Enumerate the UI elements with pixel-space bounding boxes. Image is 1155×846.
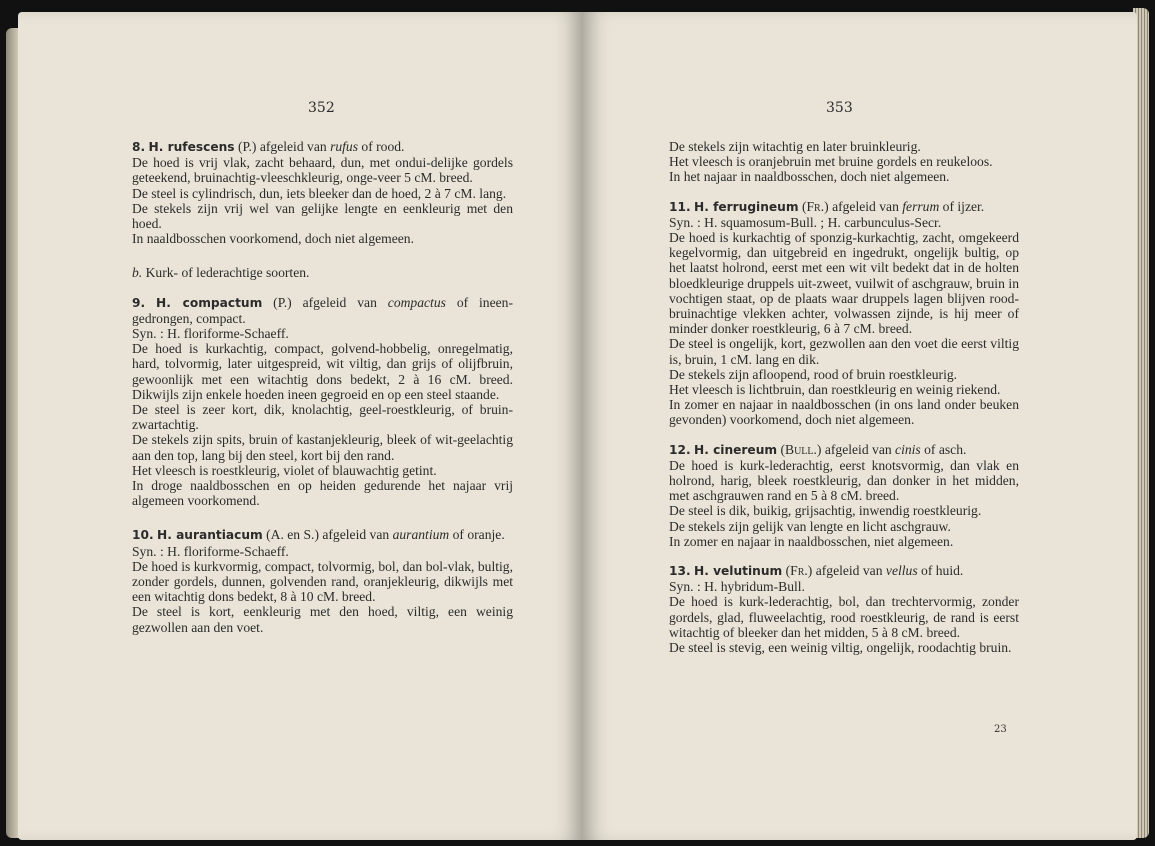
paragraph: De hoed is kurkachtig, compact, golvend-hobbelig, onregelmatig, hard, tolvormig, later uitgespreid, wit viltig, dan grijs of olijfbruin, gewoonlijk met een witachtig dons bedekt, 2 à 16 cM. breed. Dikwijls zijn enkele hoeden ineen gegroeid en op een steel staande. <box>132 341 513 402</box>
paragraph: Syn. : H. floriforme-Schaeff. <box>132 326 289 342</box>
paragraph: De hoed is kurkachtig of sponzig-kurkachtig, zacht, omgekeerd kegelvormig, dan uitgebreid en ingedrukt, ongelijk bultig, op het laatst holrond, eerst met een wit vilt bedekt dat in de holten bloedkleurige druppels uit-zweet, vuilwit of aschgrauw, bruin in vochtigen staat, op de plaats waar druppels lagen blijven rood-bruinachtige vlekken achter, volwassen zijnde, is hij meer of minder donker roestkleurig, 6 à 7 cM. breed. <box>669 230 1019 337</box>
entry-heading: 13. H. velutinum (Fr.) afgeleid van vellus of huid. <box>669 563 964 579</box>
entry-heading: 12. H. cinereum (Bull.) afgeleid van cinis of asch. <box>669 441 967 457</box>
paragraph: In droge naaldbosschen en op heiden gedurende het najaar vrij algemeen voorkomend. <box>132 478 513 509</box>
paragraph: De hoed is kurk-lederachtig, bol, dan trechtervormig, zonder gordels, glad, fluweelachtig, rood roestkleurig, de rand is eerst witachtig of bleeker dan het midden, 5 à 8 cM. breed. <box>669 594 1019 640</box>
paragraph: De steel is zeer kort, dik, knolachtig, geel-roestkleurig, of bruin-zwartachtig. <box>132 402 513 433</box>
paragraph: De stekels zijn witachtig en later bruinkleurig. <box>669 139 921 154</box>
paragraph: In naaldbosschen voorkomend, doch niet algemeen. <box>132 231 414 247</box>
paragraph: De steel is stevig, een weinig viltig, ongelijk, roodachtig bruin. <box>669 640 1012 656</box>
left-page-text <box>132 139 513 635</box>
signature-mark: 23 <box>994 724 1007 735</box>
paragraph: Syn. : H. floriforme-Schaeff. <box>132 543 289 559</box>
paragraph: De hoed is kurkvormig, compact, tolvormig, bol, dan bol-vlak, bultig, zonder gordels, dunnen, golvenden rand, oranjekleurig, dikwijls met een witachtig dons bedekt, 8 à 10 cM. breed. <box>132 558 513 605</box>
paragraph: Syn. : H. hybridum-Bull. <box>669 579 805 595</box>
section-heading: b. Kurk- of lederachtige soorten. <box>132 265 310 281</box>
paragraph: In het najaar in naaldbosschen, doch niet algemeen. <box>669 169 950 185</box>
paragraph: Syn. : H. squamosum-Bull. ; H. carbunculus-Secr. <box>669 214 942 230</box>
paragraph: In zomer en najaar in naaldbosschen (in ons land onder beuken gevonden) voorkomend, doch niet algemeen. <box>669 397 1019 428</box>
right-page <box>582 12 1137 840</box>
left-page <box>18 12 582 840</box>
paragraph: De stekels zijn spits, bruin of kastanjekleurig, bleek of wit-geelachtig aan den top, lang bij den steel, kort bij den rand. <box>132 432 513 463</box>
page-number-left: 352 <box>308 100 335 116</box>
paragraph: De stekels zijn gelijk van lengte en licht aschgrauw. <box>669 518 951 534</box>
entry-heading: 11. H. ferrugineum (Fr.) afgeleid van ferrum of ijzer. <box>669 198 985 214</box>
paragraph: Het vleesch is lichtbruin, dan roestkleurig en weinig riekend. <box>669 382 1001 398</box>
entry-heading: 9. H. compactum (P.) afgeleid van compactus of ineen-gedrongen, compact. <box>132 294 513 326</box>
paragraph: In zomer en najaar in naaldbosschen, niet algemeen. <box>669 533 954 549</box>
paragraph: De steel is cylindrisch, dun, iets bleeker dan de hoed, 2 à 7 cM. lang. <box>132 185 507 201</box>
paragraph: Het vleesch is oranjebruin met bruine gordels en reukeloos. <box>669 154 993 170</box>
entry-heading: 10. H. aurantiacum (A. en S.) afgeleid van aurantium of oranje. <box>132 527 505 543</box>
paragraph: De stekels zijn vrij wel van gelijke lengte en eenkleurig met den hoed. <box>132 200 513 232</box>
paragraph: Het vleesch is roestkleurig, violet of blauwachtig getint. <box>132 462 437 478</box>
paragraph: De steel is ongelijk, kort, gezwollen aan den voet die eerst viltig is, bruin, 1 cM. lang en dik. <box>669 336 1019 367</box>
paragraph: De hoed is vrij vlak, zacht behaard, dun, met ondui-delijke gordels geteekend, bruinachtig-vleeschkleurig, onge-veer 5 cM. breed. <box>132 155 513 186</box>
paragraph: De steel is kort, eenkleurig met den hoed, viltig, een weinig gezwollen aan den voet. <box>132 604 513 635</box>
paragraph: De steel is dik, buikig, grijsachtig, inwendig roestkleurig. <box>669 503 982 519</box>
paragraph: De stekels zijn afloopend, rood of bruin roestkleurig. <box>669 366 958 382</box>
entry-heading: 8. H. rufescens (P.) afgeleid van rufus of rood. <box>132 139 405 154</box>
page-number-right: 353 <box>826 100 853 116</box>
paragraph: De hoed is kurk-lederachtig, eerst knotsvormig, dan vlak en holrond, harig, bleek roestkleurig, dan donker in het midden, met aschgrauwen rand en 5 à 8 cM. breed. <box>669 457 1019 504</box>
right-page-text <box>669 139 1019 655</box>
